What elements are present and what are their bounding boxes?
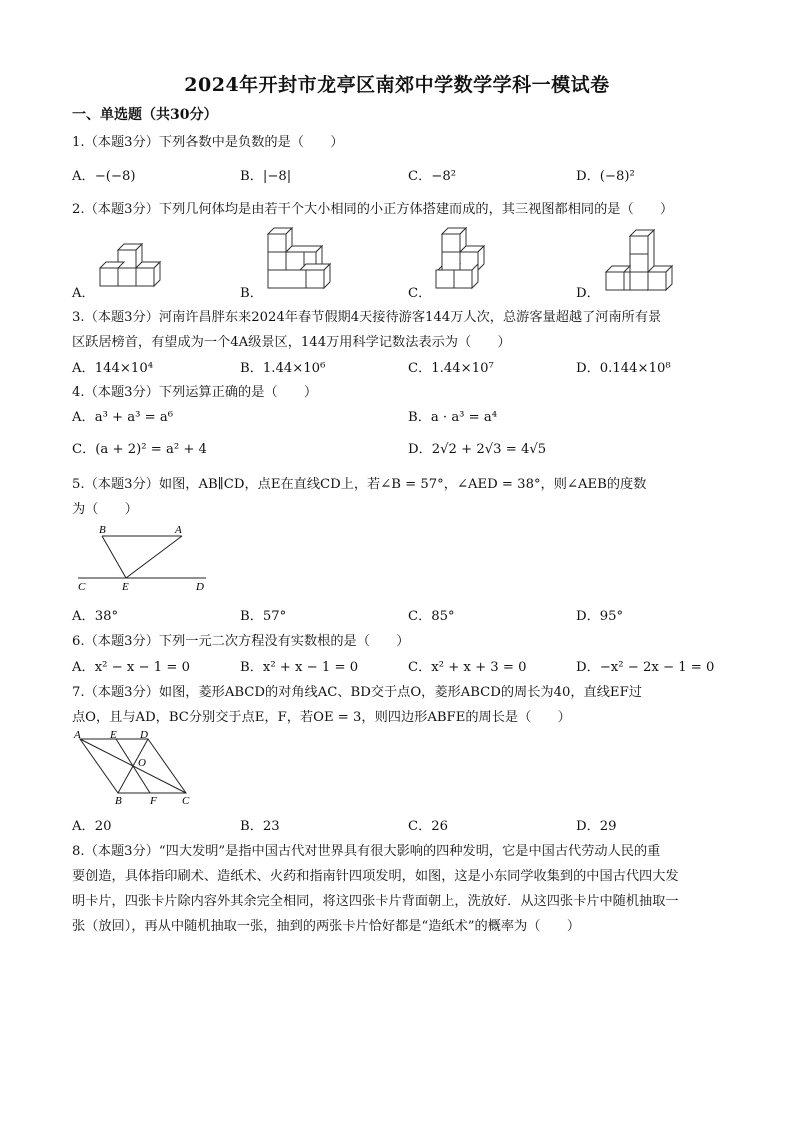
question-2-stem: 2.（本题3分）下列几何体均是由若干个大小相同的小正方体搭建而成的，其三视图都相同的是（ ） bbox=[72, 202, 674, 217]
q4-option-a[interactable]: A．a³ + a³ = a⁶ bbox=[72, 410, 174, 425]
question-8-stem-line4: 张（放回），再从中随机抽取一张，抽到的两张卡片恰好都是“造纸术”的概率为（ ） bbox=[72, 919, 581, 934]
q3-option-b[interactable]: B．1.44×10⁶ bbox=[240, 361, 326, 376]
section-heading: 一、单选题（共30分） bbox=[72, 107, 218, 123]
label-f: F bbox=[150, 795, 157, 807]
q6-option-d[interactable]: D．−x² − 2x − 1 = 0 bbox=[576, 660, 715, 675]
q7-option-c[interactable]: C．26 bbox=[408, 819, 449, 834]
q1-option-c[interactable]: C．−8² bbox=[408, 169, 457, 184]
q7-option-a[interactable]: A．20 bbox=[72, 819, 112, 834]
q3-option-c[interactable]: C．1.44×10⁷ bbox=[408, 361, 494, 376]
label-d: D bbox=[196, 581, 204, 593]
q6-option-a[interactable]: A．x² − x − 1 = 0 bbox=[72, 660, 190, 675]
q5-option-b[interactable]: B．57° bbox=[240, 609, 287, 624]
label-c: C bbox=[78, 581, 86, 593]
q5-option-d[interactable]: D．95° bbox=[576, 609, 624, 624]
q2-figure-b bbox=[262, 226, 344, 292]
question-8-stem-line3: 明卡片，四张卡片除内容外其余完全相同，将这四张卡片背面朝上，洗放好．从这四张卡片中随机抽取一 bbox=[72, 894, 679, 909]
question-5-stem-line2: 为（ ） bbox=[72, 502, 138, 517]
segment-ae bbox=[126, 536, 182, 578]
question-1-stem: 1.（本题3分）下列各数中是负数的是（ ） bbox=[72, 135, 344, 150]
q2-figure-d bbox=[602, 226, 678, 294]
q1-option-b[interactable]: B．|−8| bbox=[240, 169, 292, 184]
q4-option-c[interactable]: C．(a + 2)² = a² + 4 bbox=[72, 442, 207, 457]
label-d: D bbox=[140, 729, 148, 741]
label-b: B bbox=[115, 795, 122, 807]
q7-option-b[interactable]: B．23 bbox=[240, 819, 280, 834]
q2-option-c[interactable]: C． bbox=[408, 286, 432, 301]
q2-figure-a bbox=[96, 238, 176, 294]
q7-figure bbox=[70, 727, 200, 807]
label-e: E bbox=[122, 581, 129, 593]
q5-option-c[interactable]: C．85° bbox=[408, 609, 455, 624]
q6-option-b[interactable]: B．x² + x − 1 = 0 bbox=[240, 660, 359, 675]
question-7-stem-line1: 7.（本题3分）如图，菱形ABCD的对角线AC、BD交于点O，菱形ABCD的周长为40，直线EF过 bbox=[72, 685, 642, 700]
q3-option-d[interactable]: D．0.144×10⁸ bbox=[576, 361, 671, 376]
question-8-stem-line1: 8.（本题3分）“四大发明”是指中国古代对世界具有很大影响的四种发明，它是中国古代劳动人民的重 bbox=[72, 844, 661, 859]
q2-option-a[interactable]: A． bbox=[72, 286, 95, 301]
label-c: C bbox=[182, 795, 190, 807]
q1-option-d[interactable]: D．(−8)² bbox=[576, 169, 635, 184]
segment-be bbox=[102, 536, 126, 578]
label-o: O bbox=[138, 757, 146, 769]
q6-option-c[interactable]: C．x² + x + 3 = 0 bbox=[408, 660, 527, 675]
question-5-stem-line1: 5.（本题3分）如图，AB∥CD，点E在直线CD上，若∠B = 57°，∠AED = 38°，则∠AEB的度数 bbox=[72, 477, 647, 492]
q2-option-b[interactable]: B． bbox=[240, 286, 263, 301]
question-7-stem-line2: 点O，且与AD，BC分别交于点E，F，若OE = 3，则四边形ABFE的周长是（ ） bbox=[72, 710, 571, 725]
question-3-stem-line1: 3.（本题3分）河南许昌胖东来2024年春节假期4天接待游客144万人次，总游客量超越了河南所有景 bbox=[72, 310, 662, 325]
q7-option-d[interactable]: D．29 bbox=[576, 819, 617, 834]
page-title: 2024年开封市龙亭区南郊中学数学学科一模试卷 bbox=[184, 74, 610, 96]
q1-option-a[interactable]: A．−(−8) bbox=[72, 169, 136, 184]
question-3-stem-line2: 区跃居榜首，有望成为一个4A级景区，144万用科学记数法表示为（ ） bbox=[72, 335, 511, 350]
q5-figure bbox=[74, 522, 214, 594]
label-a: A bbox=[175, 524, 182, 536]
q5-option-a[interactable]: A．38° bbox=[72, 609, 119, 624]
q2-option-d[interactable]: D． bbox=[576, 286, 600, 301]
question-4-stem: 4.（本题3分）下列运算正确的是（ ） bbox=[72, 385, 318, 400]
label-a: A bbox=[74, 729, 81, 741]
question-8-stem-line2: 要创造，具体指印刷术、造纸术、火药和指南针四项发明，如图，这是小东同学收集到的中国古代四大发 bbox=[72, 869, 679, 884]
q3-option-a[interactable]: A．144×10⁴ bbox=[72, 361, 153, 376]
question-6-stem: 6.（本题3分）下列一元二次方程没有实数根的是（ ） bbox=[72, 634, 410, 649]
label-b: B bbox=[99, 524, 106, 536]
label-e: E bbox=[110, 729, 117, 741]
q4-option-b[interactable]: B．a · a³ = a⁴ bbox=[408, 410, 498, 425]
q2-figure-c bbox=[428, 224, 500, 294]
q4-option-d[interactable]: D．2√2 + 2√3 = 4√5 bbox=[408, 442, 547, 457]
